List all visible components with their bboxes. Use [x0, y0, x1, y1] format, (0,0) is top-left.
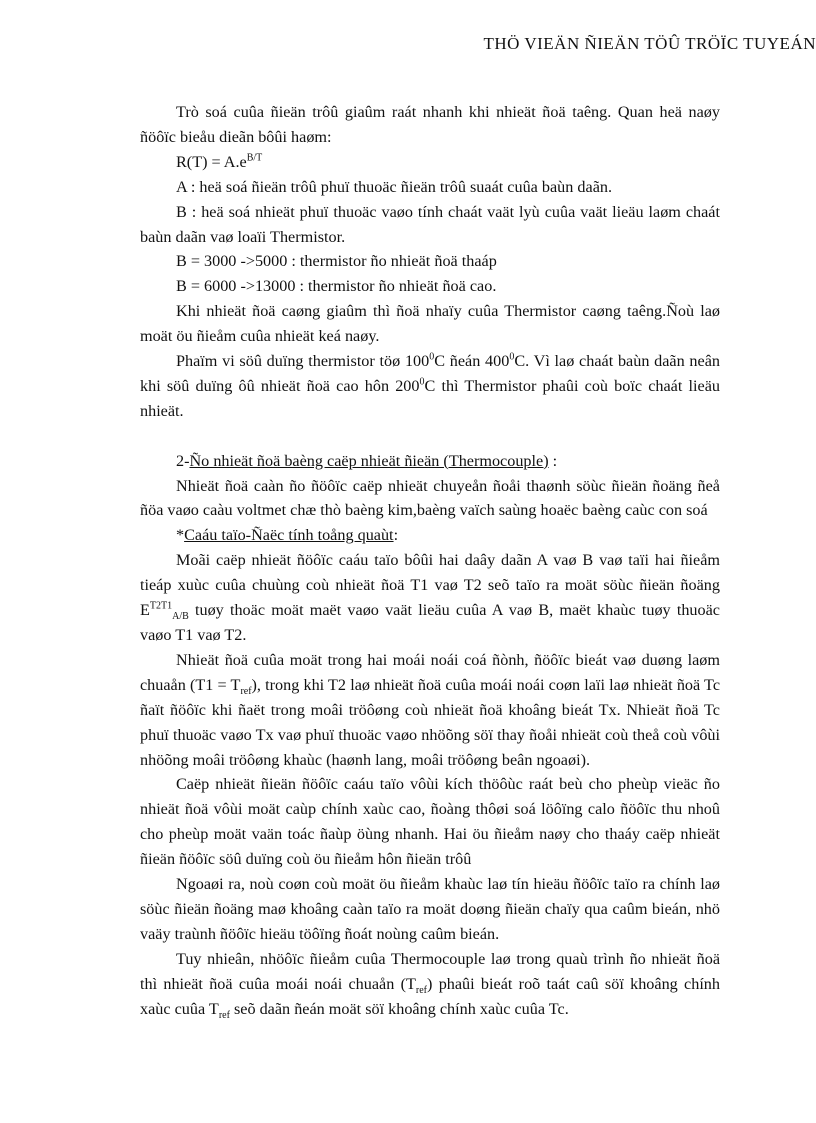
superscript: 0 — [419, 376, 425, 388]
superscript: T2T1 — [149, 600, 173, 612]
paragraph — [140, 947, 720, 1022]
paragraph: Nhieät ñoä caàn ño ñöôïc caëp nhieät chuyeån ñoåi thaønh söùc ñieän ñoäng ñeå ñöa vaøo caàu voltmet chæ thò baèng kim,baèng vaïch saùng hoaëc baèng caùc con soá — [140, 476, 720, 520]
paragraph: B = 6000 ->13000 : thermistor ño nhieät ñoä cao. — [176, 277, 497, 296]
section-heading — [140, 449, 720, 474]
paragraph — [140, 548, 720, 648]
text-run: Nhieät ñoä cuûa moät trong hai moái noái coá ñònh, ñöôïc bieát vaø duøng laøm chuaån (T1 = T — [140, 650, 720, 694]
formula-base: R(T) = A.e — [176, 152, 247, 171]
subscript: A/B — [172, 611, 189, 623]
paragraph — [140, 648, 720, 773]
subscript: ref — [415, 984, 428, 996]
text-run: Tuy nhieân, nhöôïc ñieåm cuûa Thermocouple laø trong quaù trình ño nhieät ñoä thì nhieät ñoä cuûa moái noái chuaån (T — [140, 949, 720, 993]
text-run: C ñeán 400 — [434, 352, 510, 371]
text-run: tuøy thoäc moät maët vaøo vaät lieäu cuûa A vaø B, maët khaùc tuøy thuoäc vaøo T1 vaø T2. — [140, 601, 720, 645]
text-run: ), trong khi T2 laø nhieät ñoä cuûa moái noái coøn laïi laø nhieät ñoä Tc ñaït ñöôïc khi ñaët trong moâi tröôøng coù nhieät ñoä khoâng bieát Tx. Nhieät ñoä Tc phuï thuoäc vaøo Tx vaø phuï thuoäc vaøo nhöõng söï thay ñoåi nhieät coù theå coù vôùi nhöõng moâi tröôøng khaùc (haønh lang, moâi tröôøng beân ngoaøi). — [140, 675, 721, 769]
text-run: Moãi caëp nhieät ñöôïc caáu taïo bôûi hai daây daãn A vaø B vaø taïi hai ñieåm tieáp xuùc cuûa chuùng coù nhieät ñoä T1 vaø T2 seõ taïo ra moät söùc ñieän ñoäng E — [140, 551, 720, 620]
subscript: ref — [240, 686, 252, 698]
subheading-title: Caáu taïo-Ñaëc tính toång quaùt — [184, 526, 394, 545]
subscript: ref — [218, 1009, 230, 1021]
formula — [140, 150, 720, 175]
text-run: C. Vì laø chaát baùn daãn neân khi söû duïng ôû nhieät ñoä cao hôn 200 — [140, 352, 720, 395]
paragraph: Ngoaøi ra, noù coøn coù moät öu ñieåm khaùc laø tín hieäu ñöôïc taïo ra chính laø söùc ñieän ñoäng maø khoâng caàn taïo ra moät doøng ñieän chaïy qua caûm bieán, nhö vaäy traùnh ñöôïc hieäu töôïng ñoát noùng caûm bieán. — [140, 875, 720, 943]
text-run: ) phaûi bieát roõ taát caû söï khoâng chính xaùc cuûa T — [140, 974, 720, 1018]
paragraph: Trò soá cuûa ñieän trôû giaûm raát nhanh khi nhieät ñoä taêng. Quan heä naøy ñöôïc bieåu dieãn bôûi haøm: — [140, 103, 720, 146]
paragraph: B = 3000 ->5000 : thermistor ño nhieät ñoä thaáp — [176, 252, 497, 271]
paragraph: Caëp nhieät ñieän ñöôïc caáu taïo vôùi kích thöôùc raát beù cho pheùp vieäc ño nhieät ñoä vôùi moät caùp chính xaùc cao, ñoàng thôøi soá löôïng calo ñöôïc thu nhoû cho pheùp moät vaän toác ñaùp öùng nhanh. Hai öu ñieåm naøy cho thaáy caëp nhieät ñieän ñöôïc söû duïng coù öu ñieåm hôn ñieän trôû — [140, 775, 720, 869]
text-run: seõ daãn ñeán moät söï khoâng chính xaùc cuûa Tc. — [229, 999, 569, 1018]
superscript: 0 — [509, 351, 515, 363]
document-body — [140, 100, 720, 1022]
section-suffix: : — [548, 451, 558, 470]
text-run: Phaïm vi söû duïng thermistor töø 100 — [176, 352, 430, 371]
paragraph — [140, 349, 720, 424]
section-number: 2- — [176, 451, 190, 470]
paragraph: Khi nhieät ñoä caøng giaûm thì ñoä nhaïy cuûa Thermistor caøng taêng.Ñoù laø moät öu ñieåm cuûa nhieät keá naøy. — [140, 302, 720, 346]
formula-exponent: B/T — [246, 152, 263, 164]
paragraph: A : heä soá ñieän trôû phuï thuoäc ñieän trôû suaát cuûa baùn daãn. — [176, 177, 613, 196]
section-title: Ño nhieät ñoä baèng caëp nhieät ñieän (Thermocouple) — [189, 451, 549, 470]
superscript: 0 — [429, 351, 435, 363]
subheading-star: * — [176, 526, 185, 545]
page-header: THÖ VIEÄN ÑIEÄN TÖÛ TRÖÏC TUYEÁN — [483, 34, 816, 53]
paragraph: B : heä soá nhieät phuï thuoäc vaøo tính chaát vaät lyù cuûa vaät lieäu laøm chaát baùn daãn vaø loaïi Thermistor. — [140, 202, 720, 246]
text-run: C thì Thermistor phaûi coù boïc chaát lieäu nhieät. — [140, 376, 720, 420]
subheading-colon: : — [393, 526, 399, 545]
subheading — [140, 523, 720, 548]
